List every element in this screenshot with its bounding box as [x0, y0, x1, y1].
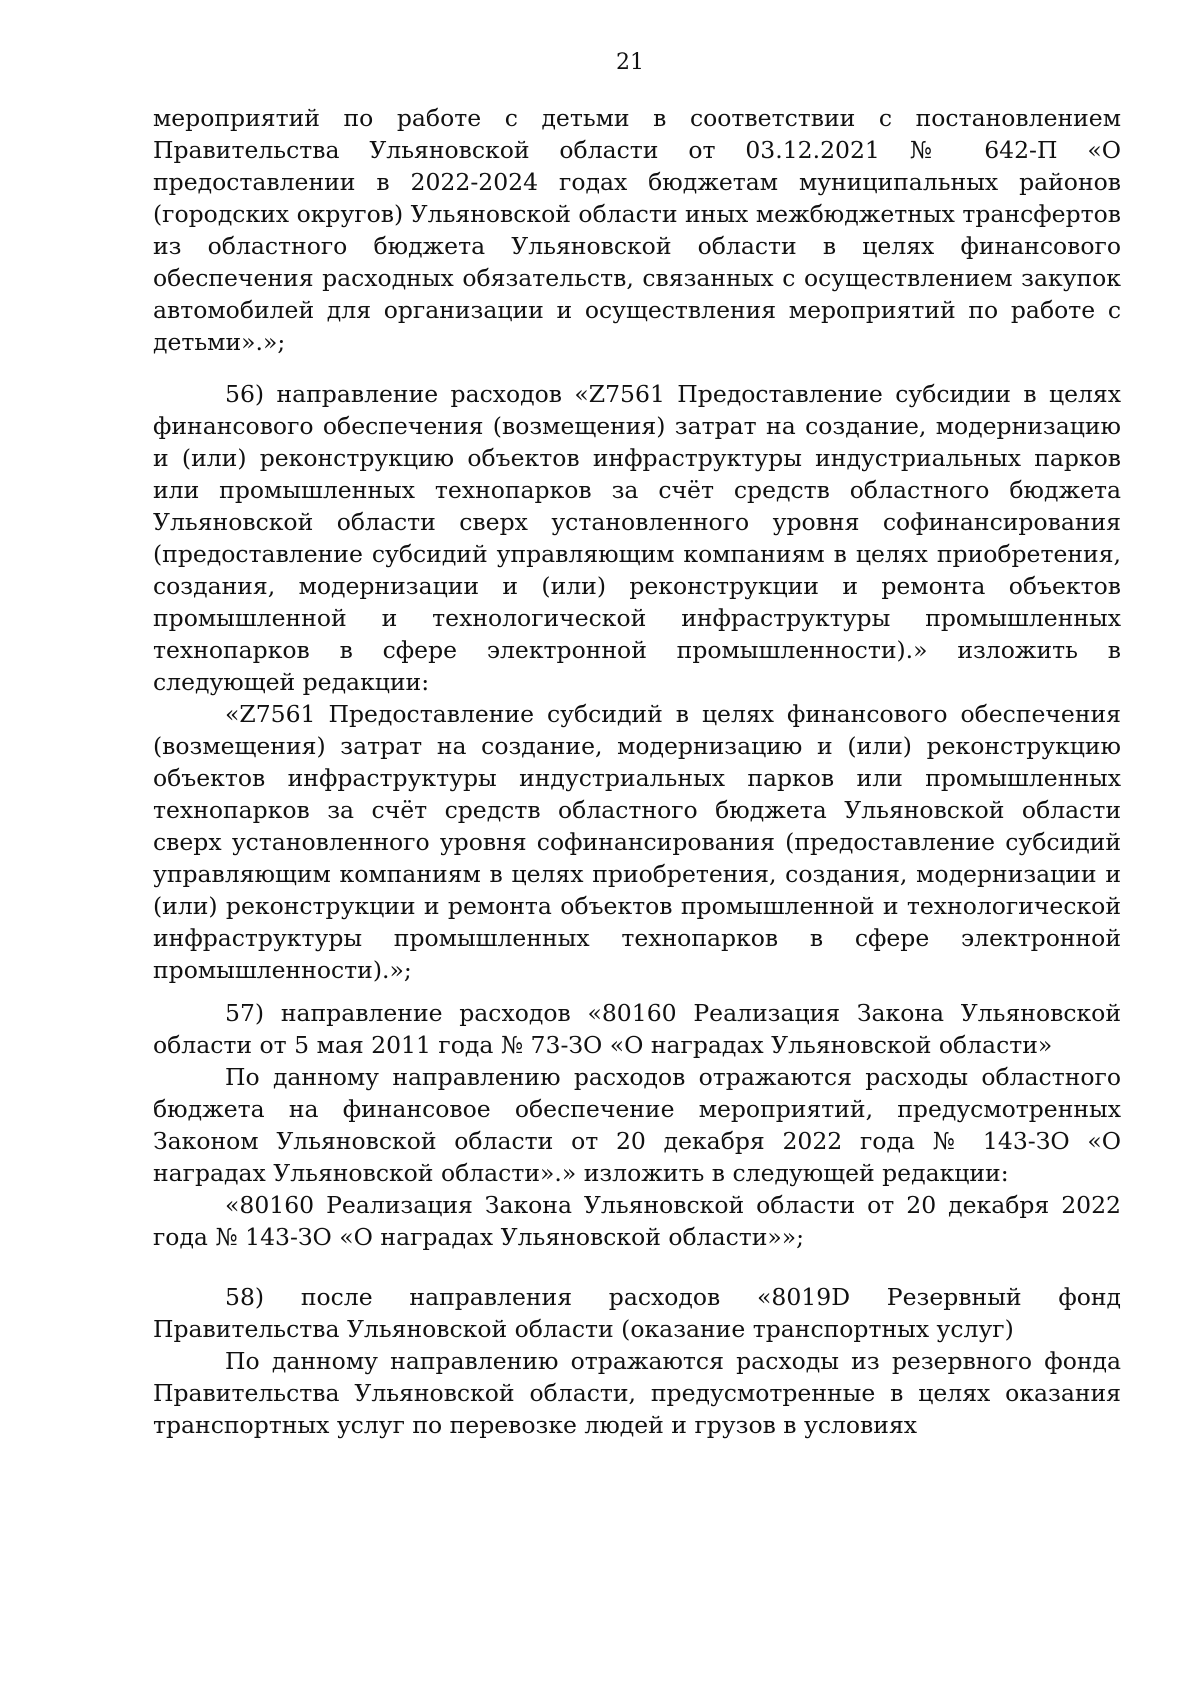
paragraph-continuation: мероприятий по работе с детьми в соответствии с постановлением Правительства Ульяновской области от 03.12.2021 № 642-П «О предоставлении в 2022-2024 годах бюджетам муниципальных районов (городских округов) Ульяновской области иных межбюджетных трансфертов из областного бюджета Ульяновской области в целях финансового обеспечения расходных обязательств, связанных с осуществлением закупок автомобилей для организации и осуществления мероприятий по работе с детьми».»; [153, 104, 1121, 356]
paragraph-item-56: 56) направление расходов «Z7561 Предоставление субсидии в целях финансового обеспечения (возмещения) затрат на создание, модернизацию и (или) реконструкцию объектов инфраструктуры индустриальных парков или промышленных технопарков за счёт средств областного бюджета Ульяновской области сверх установленного уровня софинансирования (предоставление субсидий управляющим компаниям в целях приобретения, создания, модернизации и (или) реконструкции и ремонта объектов промышленной и технологической инфраструктуры промышленных технопарков в сфере электронной промышленности).» изложить в следующей редакции: [153, 380, 1121, 696]
paragraph-item-57-description: По данному направлению расходов отражаются расходы областного бюджета на финансовое обеспечение мероприятий, предусмотренных Законом Ульяновской области от 20 декабря 2022 года № 143-ЗО «О наградах Ульяновской области».» изложить в следующей редакции: [153, 1063, 1121, 1187]
paragraph-item-57-new-wording: «80160 Реализация Закона Ульяновской области от 20 декабря 2022 года № 143-ЗО «О наградах Ульяновской области»»; [153, 1191, 1121, 1251]
paragraph-item-58: 58) после направления расходов «8019D Резервный фонд Правительства Ульяновской области (оказание транспортных услуг) [153, 1283, 1121, 1343]
paragraph-item-56-new-wording: «Z7561 Предоставление субсидий в целях финансового обеспечения (возмещения) затрат на создание, модернизацию и (или) реконструкцию объектов инфраструктуры индустриальных парков или промышленных технопарков за счёт средств областного бюджета Ульяновской области сверх установленного уровня софинансирования (предоставление субсидий управляющим компаниям в целях приобретения, создания, модернизации и (или) реконструкции и ремонта объектов промышленной и технологической инфраструктуры промышленных технопарков в сфере электронной промышленности).»; [153, 700, 1121, 984]
paragraph-item-57: 57) направление расходов «80160 Реализация Закона Ульяновской области от 5 мая 2011 года № 73-ЗО «О наградах Ульяновской области» [153, 999, 1121, 1059]
paragraph-item-58-description: По данному направлению отражаются расходы из резервного фонда Правительства Ульяновской области, предусмотренные в целях оказания транспортных услуг по перевозке людей и грузов в условиях [153, 1347, 1121, 1439]
page-number: 21 [616, 50, 644, 75]
